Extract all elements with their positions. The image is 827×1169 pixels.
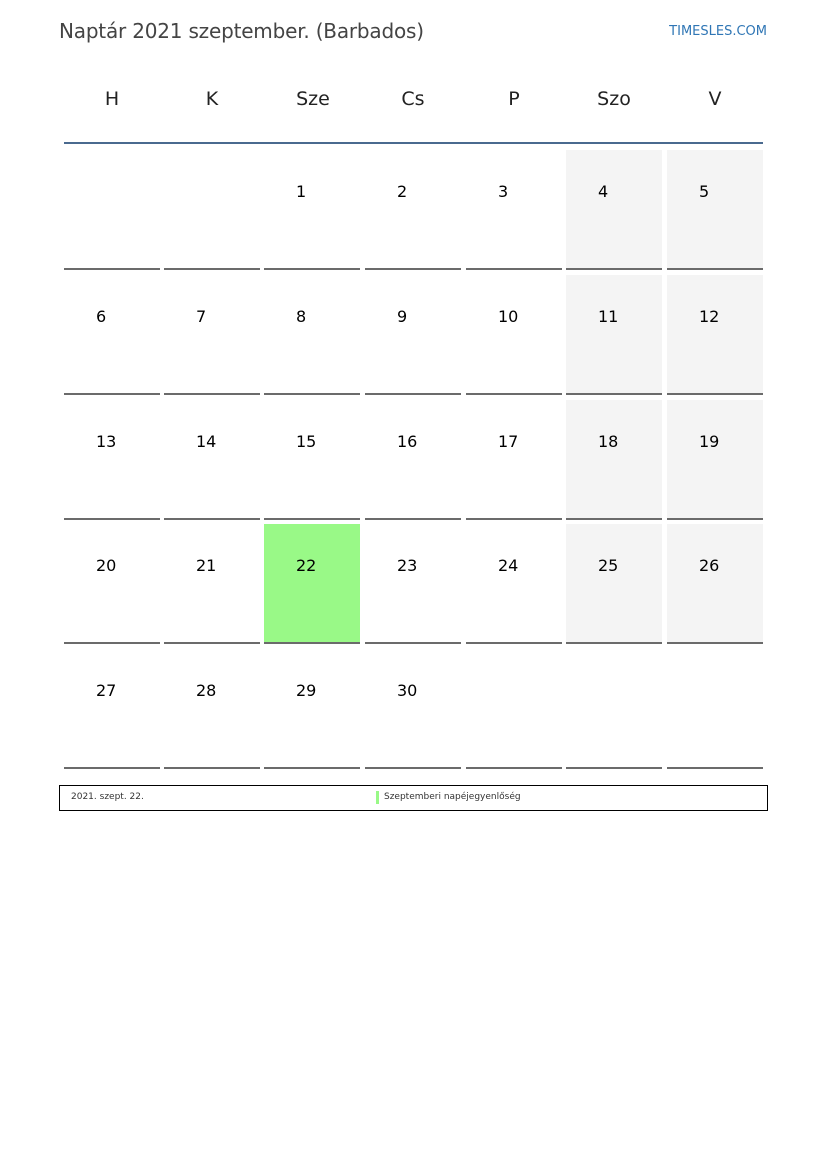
day-number: 11 — [598, 307, 619, 326]
day-number: 23 — [397, 556, 418, 575]
day-cell — [466, 275, 562, 395]
day-number: 29 — [296, 681, 317, 700]
day-number: 2 — [397, 182, 408, 201]
weekday-label: Cs — [401, 88, 425, 110]
day-cell — [566, 524, 662, 644]
day-cell — [365, 524, 461, 644]
day-cell — [64, 649, 160, 769]
day-cell — [566, 400, 662, 520]
weekday-label: K — [205, 88, 219, 110]
weekday-label: H — [104, 88, 120, 110]
weekday-label: P — [508, 88, 520, 110]
brand-link[interactable]: TIMESLES.COM — [669, 24, 767, 39]
day-cell — [667, 649, 763, 769]
day-number: 19 — [699, 432, 720, 451]
day-number: 30 — [397, 681, 418, 700]
day-number: 12 — [699, 307, 720, 326]
weekday-header-row — [64, 88, 763, 120]
day-number: 5 — [699, 182, 710, 201]
day-number: 9 — [397, 307, 408, 326]
day-number: 27 — [96, 681, 117, 700]
day-number: 28 — [196, 681, 217, 700]
day-cell — [164, 649, 260, 769]
day-number: 7 — [196, 307, 207, 326]
day-number: 3 — [498, 182, 509, 201]
day-cell — [264, 524, 360, 644]
legend-box — [59, 785, 768, 811]
weekday-label: Szo — [597, 88, 631, 110]
day-number: 22 — [296, 556, 317, 575]
day-number: 13 — [96, 432, 117, 451]
day-number: 16 — [397, 432, 418, 451]
day-number: 20 — [96, 556, 117, 575]
day-number: 1 — [296, 182, 307, 201]
day-cell — [164, 150, 260, 270]
event-date: 2021. szept. 22. — [71, 792, 144, 802]
day-cell — [64, 150, 160, 270]
day-cell — [164, 275, 260, 395]
day-number: 10 — [498, 307, 519, 326]
day-number: 6 — [96, 307, 107, 326]
day-cell — [667, 275, 763, 395]
day-cell — [365, 275, 461, 395]
holiday-legend-swatch — [376, 791, 379, 804]
day-number: 21 — [196, 556, 217, 575]
day-cell — [164, 400, 260, 520]
day-number: 25 — [598, 556, 619, 575]
header-divider — [64, 142, 763, 144]
day-cell — [264, 150, 360, 270]
day-cell — [466, 649, 562, 769]
weekday-label: V — [708, 88, 722, 110]
day-cell — [365, 649, 461, 769]
day-number: 14 — [196, 432, 217, 451]
day-cell — [466, 400, 562, 520]
day-cell — [566, 275, 662, 395]
day-cell — [566, 649, 662, 769]
day-number: 18 — [598, 432, 619, 451]
day-cell — [365, 400, 461, 520]
day-cell — [566, 150, 662, 270]
event-name: Szeptemberi napéjegyenlőség — [384, 792, 521, 802]
day-cell — [365, 150, 461, 270]
day-cell — [64, 275, 160, 395]
day-number: 8 — [296, 307, 307, 326]
day-number: 4 — [598, 182, 609, 201]
day-number: 17 — [498, 432, 519, 451]
day-cell — [264, 275, 360, 395]
day-cell — [64, 400, 160, 520]
day-cell — [466, 524, 562, 644]
day-cell — [164, 524, 260, 644]
day-cell — [64, 524, 160, 644]
day-number: 24 — [498, 556, 519, 575]
weekday-label: Sze — [296, 88, 330, 110]
day-cell — [667, 524, 763, 644]
day-cell — [264, 400, 360, 520]
day-number: 15 — [296, 432, 317, 451]
page-title: Naptár 2021 szeptember. (Barbados) — [59, 19, 424, 43]
day-number: 26 — [699, 556, 720, 575]
day-cell — [466, 150, 562, 270]
day-cell — [264, 649, 360, 769]
day-cell — [667, 150, 763, 270]
day-cell — [667, 400, 763, 520]
